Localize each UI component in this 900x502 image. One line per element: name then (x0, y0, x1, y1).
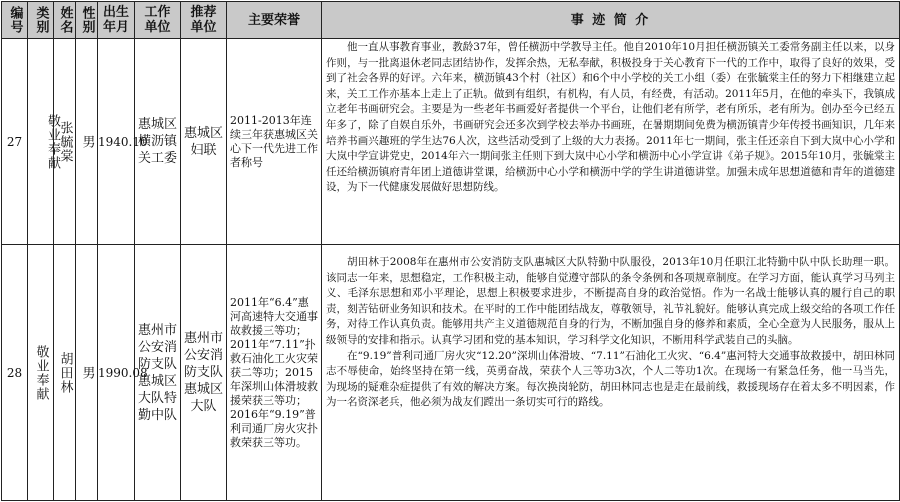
deeds-paragraph: 在“9.19”普利司通厂房火灾“12.20”深圳山体滑坡、“7.11”石油化工火灾、“6.4”惠河特大交通事故救援中，胡田林同志不辱使命，始终坚持在第一线，英勇奋战，荣获个人三等功3次，个人二等功1次。在现场一有紧急任务，他一马当先，为现场的疑难杂症提供了有效的解决方案。每次换岗轮防，胡田林同志也是走在最前线，救援现场存在着太多不明因素，作为一名资深老兵，他必须为战友们蹚出一条切实可行的路线。 (326, 349, 895, 409)
row-honors: 2011年“6.4”惠河高速特大交通事故救援三等功；2011年“7.11”扑救石油化工火灾荣获二等功；2015年深圳山体滑坡救援荣获三等功；2016年“9.19”普利司通厂房火灾扑救荣获三等功。 (227, 245, 322, 501)
row-deeds (322, 39, 900, 245)
row-number: 27 (2, 39, 28, 245)
header-deeds: 事 迹 简 介 (322, 2, 900, 39)
deeds-paragraph: 他一直从事教育事业，教龄37年，曾任横沥中学教导主任。他自2010年10月担任横沥镇关工委常务副主任以来，以身作则，与一批离退休老同志团结协作，发挥余热，无私奉献，积极投身于关心教育下一代的工作中，取得了良好的效果，受到了社会各界的好评。六年来，横沥镇43个村（社区）和6个中小学校的关工小组（委）在张毓棠主任的努力下相继建立起来，关工工作亦基本上走上了正轨。做到有组织，有机构，有人员，有经费，有活动。2011年5月，在他的牵头下，我镇成立老年书画研究会。主要是为一些老年书画爱好者提供一个平台，让他们老有所学，老有所乐，老有所为。创办至今已经五年多了，除了自娱自乐外，书画研究会还多次到学校去举办书画班，在暑期期间免费为横沥镇青少年传授书画知识，几年来培养书画兴趣班的学生达76人次，这些活动受到了上级的大力表扬。2011年七一期间，张主任还亲自下到大岚中心小学和大岚中学宣讲党史，2014年六一期间张主任则下到大岚中心小学和横沥中心小学宣讲《弟子规》。2015年10月，张毓棠主任还给横沥镇府青年团上道德讲堂课，给横沥中心小学和横沥中学的学生讲道德讲堂。加强未成年思想道德和青年的道德建设，为下一代健康发展做好思想防线。 (326, 41, 895, 194)
header-category: 类别 (28, 2, 54, 39)
header-gender: 性别 (76, 2, 98, 39)
row-recommend-unit: 惠州市公安消防支队惠城区大队 (181, 245, 227, 501)
row-category: 敬业奉献 (28, 245, 54, 501)
header-work-unit: 工作单位 (135, 2, 181, 39)
deeds-table (1, 1, 900, 501)
row-deeds (322, 245, 900, 501)
header-recommend-unit: 推荐单位 (181, 2, 227, 39)
table-row (2, 39, 900, 245)
row-work-unit: 惠城区横沥镇关工委 (135, 39, 181, 245)
table-row (2, 245, 900, 501)
row-name: 胡田林 (54, 245, 76, 501)
header-birth: 出生年月 (98, 2, 135, 39)
row-gender: 男 (76, 245, 98, 501)
row-number: 28 (2, 245, 28, 501)
header-number: 编号 (2, 2, 28, 39)
row-birth: 1990.08 (98, 245, 135, 501)
header-name: 姓名 (54, 2, 76, 39)
row-recommend-unit: 惠城区妇联 (181, 39, 227, 245)
header-row (2, 2, 900, 39)
row-category: 敬业奉献 (28, 39, 54, 245)
deeds-paragraph: 胡田林于2008年在惠州市公安消防支队惠城区大队特勤中队服役，2013年10月任职江北特勤中队中队长助理一职。该同志一年来，思想稳定，工作积极主动，能够自觉遵守部队的条令条例和各项规章制度。在学习方面，能认真学习马列主义、毛泽东思想和邓小平理论，思想上积极要求进步，不断提高自身的政治觉悟。作为一名战士能够认真的履行自己的职责，刻苦钻研业务知识和技术。在平时的工作中能团结战友，尊敬领导，礼节礼貌好。能够认真完成上级交给的各项工作任务，对待工作认真负责。能够用共产主义道德规范自身的行为，不断加强自身的修养和素质，全心全意为人民服务，服从上级领导的安排和指示。认真学习团和党的基本知识，学习科学文化知识，不断用科学武装自己的头脑。 (326, 256, 895, 346)
row-honors: 2011-2013年连续三年获惠城区关心下一代先进工作者称号 (227, 39, 322, 245)
row-gender: 男 (76, 39, 98, 245)
row-work-unit: 惠州市公安消防支队惠城区大队特勤中队 (135, 245, 181, 501)
header-honors: 主要荣誉 (227, 2, 322, 39)
row-name: 张毓棠 (54, 39, 76, 245)
row-birth: 1940.10 (98, 39, 135, 245)
